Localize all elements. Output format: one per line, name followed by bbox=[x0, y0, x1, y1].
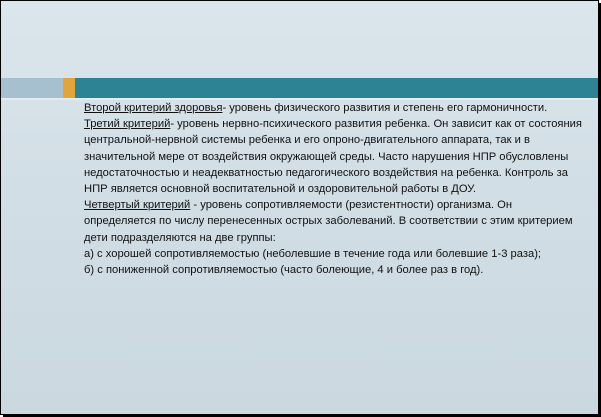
criterion-four-text: - уровень сопротивляемости (резистентности) организма. Он определяется по числу перенесенных острых заболеваний. В соответствии с этим критерием дети подразделяются на две группы: bbox=[84, 199, 573, 244]
slide-text-body bbox=[84, 100, 584, 278]
criterion-two-text: - уровень физического развития и степень его гармоничности. bbox=[222, 102, 548, 114]
group-a-item: а) с хорошей сопротивляемостью (неболевшие в течение года или болевшие 1-3 раза); bbox=[84, 247, 542, 260]
group-b-item: б) с пониженной сопротивляемостью (часто болеющие, 4 и более раз в год). bbox=[84, 264, 484, 277]
criterion-four-paragraph bbox=[84, 197, 584, 246]
decorative-band-left bbox=[1, 78, 63, 98]
decorative-band-accent bbox=[63, 78, 75, 98]
criterion-two-heading: Второй критерий здоровья bbox=[84, 102, 223, 114]
criterion-three-paragraph bbox=[84, 116, 584, 197]
decorative-band-right bbox=[75, 78, 598, 98]
criterion-three-text: - уровень нервно-психического развития ребенка. Он зависит как от состояния центральной-нервной системы ребенка и его опроно-двигательного аппарата, так и в значительной мере от воздействия окружающей среды. Часто нарушения НПР обусловлены недостаточностью и неадекватностью педагогического воздействия на ребенка. Контроль за НПР является основной воспитательной и оздоровительной работы в ДОУ. bbox=[84, 118, 582, 196]
criterion-three-heading: Третий критерий bbox=[84, 118, 171, 131]
criterion-two-paragraph bbox=[84, 100, 584, 116]
criterion-four-heading: Четвертый критерий bbox=[84, 199, 191, 212]
